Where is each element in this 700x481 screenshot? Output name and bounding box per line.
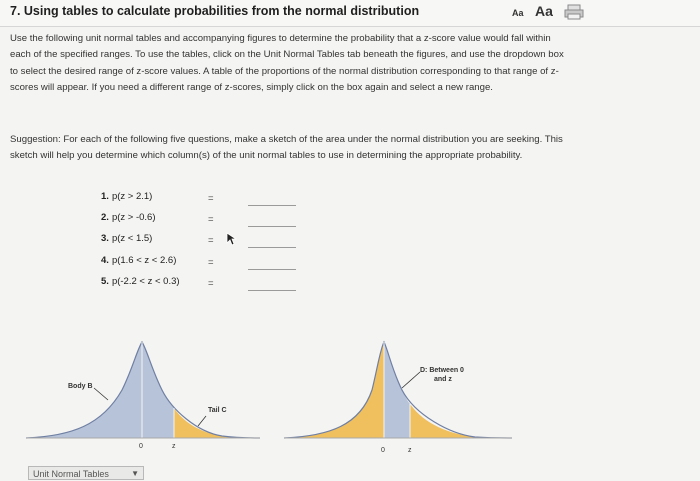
question-number: 4. — [101, 255, 109, 266]
question-row — [101, 233, 152, 249]
equals-sign: = — [208, 193, 214, 204]
right-tail-region — [410, 404, 512, 438]
printer-icon[interactable] — [564, 4, 584, 20]
question-row — [101, 191, 152, 207]
question-row — [101, 212, 156, 228]
suggestion-paragraph: Suggestion: For each of the following five questions, make a sketch of the area under the normal distribution you are seeking. This sketch will help you determine which column(s) of the unit normal tables to use in determining the appropriate probability. — [10, 134, 563, 162]
between-region — [384, 342, 410, 438]
axis-z-label: z — [172, 443, 176, 450]
question-expression: p(z < 1.5) — [111, 233, 153, 244]
question-header — [0, 0, 700, 27]
answer-field-2[interactable] — [248, 226, 296, 227]
question-expression: p(z > -0.6) — [111, 212, 156, 223]
question-expression: p(-2.2 < z < 0.3) — [111, 276, 180, 287]
between-label-line1: D: Between 0 — [420, 367, 464, 374]
body-b-region — [26, 342, 174, 438]
equals-sign: = — [208, 214, 214, 225]
answer-field-4[interactable] — [248, 269, 296, 270]
question-title: 7. Using tables to calculate probabilities from the normal distribution — [10, 4, 420, 18]
left-tail-region — [284, 342, 384, 438]
question-expression: p(z > 2.1) — [111, 191, 153, 202]
question-number: 1. — [101, 191, 109, 202]
axis-zero-label: 0 — [139, 443, 143, 450]
tail-c-label: Tail C — [208, 407, 227, 414]
unit-normal-tables-tab[interactable] — [28, 466, 144, 480]
body-label-pointer — [94, 388, 108, 400]
between-label-line2: and z — [434, 376, 452, 383]
unit-normal-tables-label: Unit Normal Tables — [33, 469, 109, 479]
equals-sign: = — [208, 278, 214, 289]
question-expression: p(1.6 < z < 2.6) — [111, 255, 177, 266]
tail-label-pointer — [198, 416, 206, 426]
question-row — [101, 276, 180, 292]
axis-z-label: z — [408, 447, 412, 454]
font-decrease-button[interactable]: Aa — [512, 8, 524, 18]
axis-zero-label: 0 — [381, 447, 385, 454]
instructions-paragraph: Use the following unit normal tables and accompanying figures to determine the probability that a z-score value would fall within each of the specified ranges. To use the tables, click on the Unit Normal Tables tab beneath the figures, and use the dropdown box to select the desired range of z-score values. A table of the proportions of the normal distribution corresponding to that range of z-scores will appear. If you need a different range of z-scores, simply click on the box again and select a new range. — [10, 33, 564, 93]
chevron-down-icon: ▼ — [131, 469, 139, 478]
equals-sign: = — [208, 235, 214, 246]
body-b-label: Body B — [68, 383, 93, 390]
question-number: 2. — [101, 212, 109, 223]
question-number: 3. — [101, 233, 109, 244]
question-row — [101, 255, 176, 271]
answer-field-3[interactable] — [248, 247, 296, 248]
figure-body-tail — [22, 330, 264, 454]
answer-field-5[interactable] — [248, 290, 296, 291]
equals-sign: = — [208, 257, 214, 268]
between-label-pointer — [402, 372, 420, 388]
mouse-pointer-icon — [226, 232, 238, 246]
figure-between — [280, 330, 522, 454]
font-increase-button[interactable]: Aa — [535, 3, 553, 19]
answer-field-1[interactable] — [248, 205, 296, 206]
question-number: 5. — [101, 276, 109, 287]
